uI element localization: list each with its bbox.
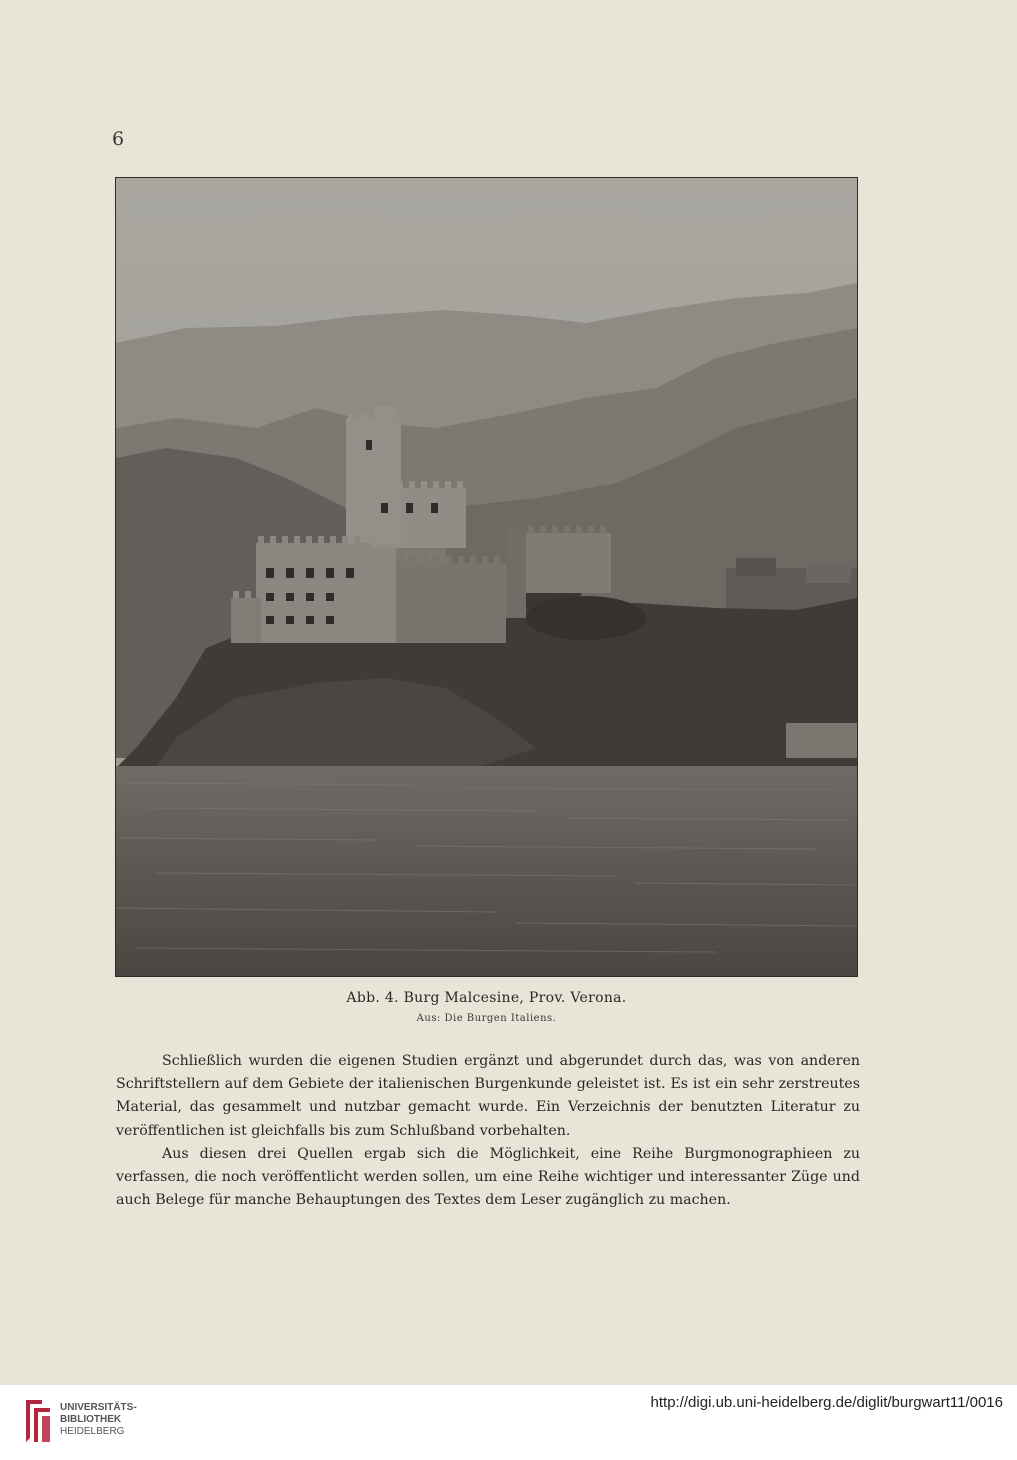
castle-photograph [115,177,858,977]
source-url-link[interactable]: http://digi.ub.uni-heidelberg.de/diglit/burgwart11/0016 [650,1394,1003,1411]
library-logo-icon [22,1396,54,1446]
paragraph: Aus diesen drei Quellen ergab sich die Möglichkeit, eine Reihe Burgmonographieen zu verfassen, die noch veröffentlicht werden sollen, um eine Reihe wichtiger und interessanter Züge und auch Belege für manche Behauptungen des Textes dem Leser zugänglich zu machen. [116,1145,860,1209]
figure-source: Aus: Die Burgen Italiens. [416,1013,557,1024]
library-name: UNIVERSITÄTS- BIBLIOTHEK HEIDELBERG [60,1402,137,1437]
lake-water [116,766,857,976]
figure-caption: Abb. 4. Burg Malcesine, Prov. Verona. [346,990,627,1006]
page-number: 6 [112,128,125,150]
paragraph: Schließlich wurden die eigenen Studien ergänzt und abgerundet durch das, was von anderen Schriftstellern auf dem Gebiete der italienischen Burgenkunde geleistet ist. Es ist ein sehr zerstreutes Material, das gesammelt und nutzbar gemacht wurde. Ein Verzeichnis der benutzten Literatur zu veröffentlichen ist gleichfalls bis zum Schlußband vorbehalten. [116,1053,860,1139]
castle-tower [346,418,401,543]
castle-inner-wall [396,563,506,643]
body-text [116,1050,860,1212]
